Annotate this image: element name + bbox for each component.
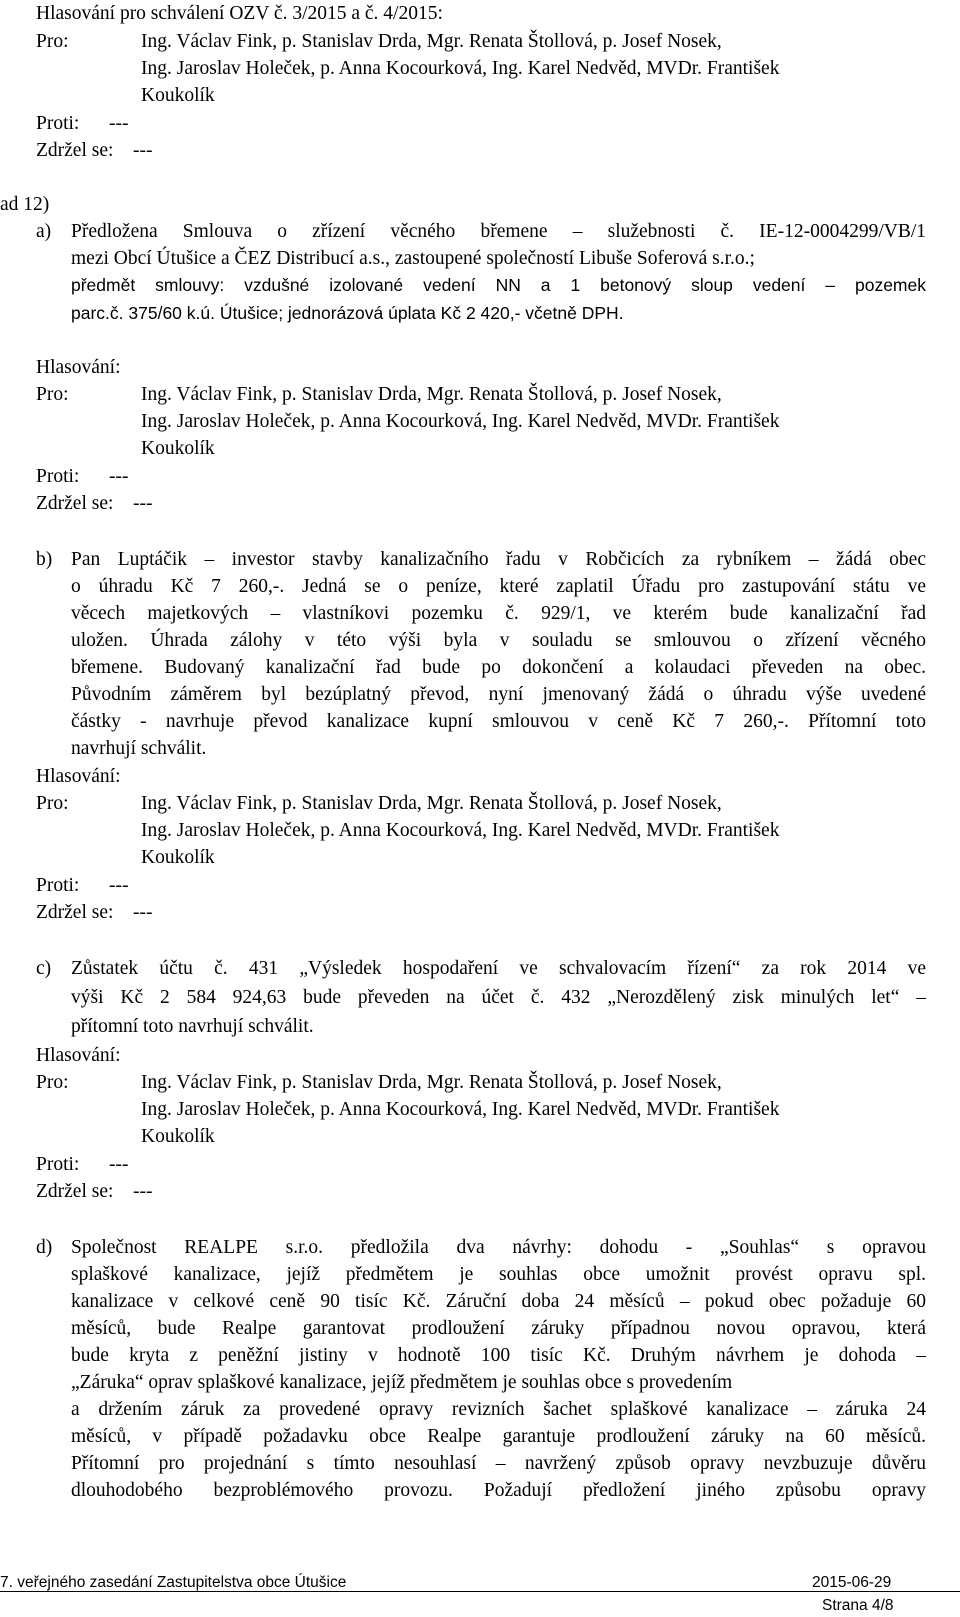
item-marker: c) — [36, 958, 52, 979]
paragraph-line: Zůstatek účtu č. 431 „Výsledek hospodaření ve schvalovacím řízení“ za rok 2014 ve — [71, 958, 926, 979]
pro-voters-line: Koukolík — [141, 85, 215, 106]
paragraph-line: Pan Luptáčik – investor stavby kanalizačního řadu v Robčicích za rybníkem – žádá obec — [71, 549, 926, 570]
paragraph-line: částky - navrhuje převod kanalizace kupní smlouvou v ceně Kč 7 260,-. Přítomní toto — [71, 711, 926, 732]
paragraph-line: parc.č. 375/60 k.ú. Útušice; jednorázová úplata Kč 2 420,- včetně DPH. — [71, 303, 624, 323]
paragraph-line: kanalizace v celkové ceně 90 tisíc Kč. Záruční doba 24 měsíců – pokud obec požaduje 60 — [71, 1291, 926, 1312]
paragraph-line: Původním záměrem byl bezúplatný převod, nyní jmenovaný žádá o úhradu výše uvedené — [71, 684, 926, 705]
paragraph-line: věcech majetkových – vlastníkovi pozemku č. 929/1, ve kterém bude kanalizační řad — [71, 603, 926, 624]
zdrzel-label: Zdržel se: — [36, 140, 114, 161]
zdrzel-label: Zdržel se: — [36, 493, 114, 514]
proti-value: --- — [109, 1154, 129, 1175]
zdrzel-value: --- — [133, 493, 153, 514]
proti-label: Proti: — [36, 875, 80, 896]
pro-voters-line: Ing. Václav Fink, p. Stanislav Drda, Mgr. Renata Štollová, p. Josef Nosek, — [141, 31, 722, 52]
paragraph-line: uložen. Úhrada zálohy v této výši byla v souladu se smlouvou o zřízení věcného — [71, 630, 926, 651]
zdrzel-label: Zdržel se: — [36, 902, 114, 923]
item-marker: d) — [36, 1237, 53, 1258]
pro-label: Pro: — [36, 31, 69, 52]
proti-value: --- — [109, 875, 129, 896]
proti-label: Proti: — [36, 113, 80, 134]
paragraph-line: přítomní toto navrhují schválit. — [71, 1016, 314, 1037]
vote-heading: Hlasování: — [36, 1045, 121, 1066]
paragraph-line: bude kryta z peněžní jistiny v hodnotě 100 tisíc Kč. Druhým návrhem je dohoda – — [71, 1345, 926, 1366]
paragraph-line: o úhradu Kč 7 260,-. Jedná se o peníze, které zaplatil Úřadu pro zastupování státu ve — [71, 576, 926, 597]
item-marker: b) — [36, 549, 53, 570]
pro-label: Pro: — [36, 793, 69, 814]
paragraph-line: měsíců, v případě požadavku obce Realpe garantuje prodloužení záruky na 60 měsíců. — [71, 1426, 926, 1447]
paragraph-line: předmět smlouvy: vzdušné izolované vedení NN a 1 betonový sloup vedení – pozemek — [71, 275, 926, 295]
paragraph-line: „Záruka“ oprav splaškové kanalizace, jejíž předmětem je souhlas obce s provedením — [71, 1372, 733, 1393]
zdrzel-label: Zdržel se: — [36, 1181, 114, 1202]
pro-label: Pro: — [36, 1072, 69, 1093]
paragraph-line: Předložena Smlouva o zřízení věcného břemene – služebnosti č. IE-12-0004299/VB/1 — [71, 221, 926, 242]
proti-value: --- — [109, 466, 129, 487]
paragraph-line: dlouhodobého bezproblémového provozu. Požadují předložení jiného způsobu opravy — [71, 1480, 926, 1501]
pro-voters-line: Ing. Jaroslav Holeček, p. Anna Kocourková, Ing. Karel Nedvěd, MVDr. František — [141, 1099, 780, 1120]
paragraph-line: Přítomní pro projednání s tímto nesouhlasí – navržený způsob opravy nevzbuzuje důvěru — [71, 1453, 926, 1474]
item-marker: a) — [36, 221, 52, 242]
agenda-item-heading: ad 12) — [0, 194, 50, 215]
zdrzel-value: --- — [133, 1181, 153, 1202]
proti-label: Proti: — [36, 466, 80, 487]
paragraph-line: výši Kč 2 584 924,63 bude převeden na účet č. 432 „Nerozdělený zisk minulých let“ – — [71, 987, 926, 1008]
vote-heading: Hlasování pro schválení OZV č. 3/2015 a č. 4/2015: — [36, 3, 443, 24]
paragraph-line: Společnost REALPE s.r.o. předložila dva návrhy: dohodu - „Souhlas“ s opravou — [71, 1237, 926, 1258]
proti-label: Proti: — [36, 1154, 80, 1175]
paragraph-line: měsíců, bude Realpe garantovat prodloužení záruky případnou novou opravou, která — [71, 1318, 926, 1339]
paragraph-line: břemene. Budovaný kanalizační řad bude po dokončení a kolaudaci převeden na obec. — [71, 657, 926, 678]
proti-value: --- — [109, 113, 129, 134]
footer-page-number: Strana 4/8 — [822, 1597, 894, 1614]
paragraph-line: a držením záruk za provedené opravy revizních šachet splaškové kanalizace – záruka 24 — [71, 1399, 926, 1420]
pro-voters-line: Koukolík — [141, 438, 215, 459]
pro-voters-line: Ing. Jaroslav Holeček, p. Anna Kocourková, Ing. Karel Nedvěd, MVDr. František — [141, 58, 780, 79]
paragraph-line: splaškové kanalizace, jejíž předmětem je souhlas obce umožnit provést opravu spl. — [71, 1264, 926, 1285]
pro-label: Pro: — [36, 384, 69, 405]
vote-heading: Hlasování: — [36, 357, 121, 378]
zdrzel-value: --- — [133, 140, 153, 161]
pro-voters-line: Koukolík — [141, 1126, 215, 1147]
pro-voters-line: Ing. Václav Fink, p. Stanislav Drda, Mgr. Renata Štollová, p. Josef Nosek, — [141, 384, 722, 405]
pro-voters-line: Ing. Jaroslav Holeček, p. Anna Kocourková, Ing. Karel Nedvěd, MVDr. František — [141, 411, 780, 432]
pro-voters-line: Ing. Václav Fink, p. Stanislav Drda, Mgr. Renata Štollová, p. Josef Nosek, — [141, 793, 722, 814]
footer-meeting-title: 7. veřejného zasedání Zastupitelstva obce Útušice — [0, 1574, 347, 1591]
paragraph-line: mezi Obcí Útušice a ČEZ Distribucí a.s., zastoupené společností Libuše Soferová s.r.o.; — [71, 248, 755, 269]
paragraph-line: navrhují schválit. — [71, 738, 207, 759]
pro-voters-line: Ing. Jaroslav Holeček, p. Anna Kocourková, Ing. Karel Nedvěd, MVDr. František — [141, 820, 780, 841]
zdrzel-value: --- — [133, 902, 153, 923]
footer-date: 2015-06-29 — [812, 1574, 892, 1591]
pro-voters-line: Ing. Václav Fink, p. Stanislav Drda, Mgr. Renata Štollová, p. Josef Nosek, — [141, 1072, 722, 1093]
pro-voters-line: Koukolík — [141, 847, 215, 868]
vote-heading: Hlasování: — [36, 766, 121, 787]
